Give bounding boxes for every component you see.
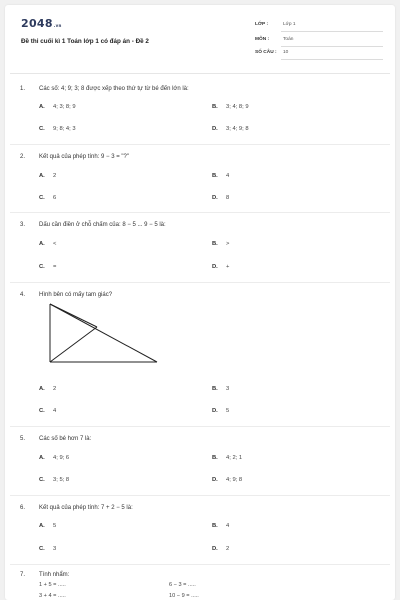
option-c[interactable] xyxy=(39,195,189,204)
option-text: 9; 8; 4; 3 xyxy=(53,126,76,132)
option-text: 8 xyxy=(226,195,230,201)
question-number: 5. xyxy=(20,436,26,442)
option-text: 3; 4; 9; 8 xyxy=(226,126,249,132)
question-divider xyxy=(10,282,390,283)
option-d[interactable] xyxy=(212,546,362,555)
option-letter: D. xyxy=(212,408,218,414)
question-text: Các số bé hơn 7 là: xyxy=(39,436,92,442)
option-letter: C. xyxy=(39,264,45,270)
option-a[interactable] xyxy=(39,241,189,250)
option-text: > xyxy=(226,241,230,247)
option-text: 6 xyxy=(53,195,57,201)
option-text: + xyxy=(226,264,230,270)
option-text: 2 xyxy=(53,173,57,179)
meta-count-label: SỐ CÂU : xyxy=(255,50,277,55)
question-text: Hình bên có mấy tam giác? xyxy=(39,292,113,298)
option-letter: A. xyxy=(39,241,45,247)
option-text: 4; 9; 6 xyxy=(53,455,70,461)
meta-subject-label: MÔN : xyxy=(255,37,270,42)
option-text: 3 xyxy=(226,386,230,392)
option-letter: A. xyxy=(39,386,45,392)
option-text: 4; 3; 8; 9 xyxy=(53,104,76,110)
meta-divider xyxy=(281,31,383,32)
option-c[interactable] xyxy=(39,264,189,273)
option-c[interactable] xyxy=(39,546,189,555)
calc-item: 10 − 9 = ..... xyxy=(169,593,199,599)
option-letter: A. xyxy=(39,104,45,110)
header-divider xyxy=(10,73,390,74)
question-number: 7. xyxy=(20,572,26,578)
option-letter: A. xyxy=(39,455,45,461)
option-letter: B. xyxy=(212,455,218,461)
question-number: 3. xyxy=(20,222,26,228)
question-text: Kết quả của phép tính: 7 + 2 − 5 là: xyxy=(39,505,133,511)
exam-page xyxy=(5,5,395,600)
option-letter: C. xyxy=(39,408,45,414)
meta-divider xyxy=(281,59,383,60)
figure-line xyxy=(50,327,97,362)
option-a[interactable] xyxy=(39,104,189,113)
option-letter: D. xyxy=(212,477,218,483)
meta-count xyxy=(255,49,383,61)
option-letter: C. xyxy=(39,546,45,552)
option-letter: B. xyxy=(212,523,218,529)
option-text: 3; 4; 8; 9 xyxy=(226,104,249,110)
question-text: Dấu cần điền ở chỗ chấm của: 8 − 5 ... 9 − 5 là: xyxy=(39,222,166,228)
meta-subject-value: Toán xyxy=(283,37,294,42)
option-text: 3 xyxy=(53,546,57,552)
option-text: 3; 5; 8 xyxy=(53,477,70,483)
question-number: 1. xyxy=(20,86,26,92)
meta-subject xyxy=(255,36,383,48)
option-text: < xyxy=(53,241,57,247)
option-letter: C. xyxy=(39,195,45,201)
question-divider xyxy=(10,495,390,496)
question-number: 6. xyxy=(20,505,26,511)
option-letter: A. xyxy=(39,523,45,529)
option-c[interactable] xyxy=(39,477,189,486)
option-a[interactable] xyxy=(39,455,189,464)
option-text: 4 xyxy=(226,523,230,529)
calc-item: 6 − 3 = ..... xyxy=(169,582,196,588)
option-c[interactable] xyxy=(39,408,189,417)
option-c[interactable] xyxy=(39,126,189,135)
meta-count-value: 10 xyxy=(283,50,289,55)
option-letter: A. xyxy=(39,173,45,179)
option-letter: D. xyxy=(212,546,218,552)
question-number: 2. xyxy=(20,154,26,160)
page-title: Đề thi cuối kì 1 Toán lớp 1 có đáp án - Đề 2 xyxy=(21,38,149,45)
option-b[interactable] xyxy=(212,104,362,113)
option-text: 4; 9; 8 xyxy=(226,477,243,483)
option-letter: C. xyxy=(39,477,45,483)
question-number: 4. xyxy=(20,292,26,298)
calc-item: 1 + 5 = ..... xyxy=(39,582,66,588)
option-d[interactable] xyxy=(212,195,362,204)
option-letter: B. xyxy=(212,104,218,110)
option-text: 4 xyxy=(226,173,230,179)
option-text: 2 xyxy=(53,386,57,392)
option-a[interactable] xyxy=(39,173,189,182)
option-a[interactable] xyxy=(39,523,189,532)
option-d[interactable] xyxy=(212,264,362,273)
meta-divider xyxy=(281,46,383,47)
question-text: Kết quả của phép tính: 9 − 3 = "?" xyxy=(39,154,129,160)
option-letter: D. xyxy=(212,264,218,270)
option-b[interactable] xyxy=(212,241,362,250)
meta-class-value: Lớp 1 xyxy=(283,22,296,27)
option-b[interactable] xyxy=(212,455,362,464)
figure-line xyxy=(50,304,157,362)
option-text: 4; 2; 1 xyxy=(226,455,243,461)
question-text: Tính nhẩm: xyxy=(39,572,70,578)
option-text: 5 xyxy=(226,408,230,414)
question-divider xyxy=(10,564,390,565)
option-letter: B. xyxy=(212,173,218,179)
option-d[interactable] xyxy=(212,408,362,417)
option-letter: B. xyxy=(212,386,218,392)
site-logo[interactable]: 2048.vn xyxy=(21,17,62,30)
option-d[interactable] xyxy=(212,126,362,135)
question-divider xyxy=(10,212,390,213)
figure-line xyxy=(50,304,97,327)
option-b[interactable] xyxy=(212,523,362,532)
option-b[interactable] xyxy=(212,386,362,395)
question-divider xyxy=(10,426,390,427)
option-letter: B. xyxy=(212,241,218,247)
option-b[interactable] xyxy=(212,173,362,182)
option-text: 2 xyxy=(226,546,230,552)
meta-class xyxy=(255,21,383,33)
option-text: 5 xyxy=(53,523,57,529)
triangle-figure xyxy=(49,303,161,365)
question-divider xyxy=(10,144,390,145)
calc-item: 3 + 4 = ..... xyxy=(39,593,66,599)
option-letter: D. xyxy=(212,195,218,201)
option-a[interactable] xyxy=(39,386,189,395)
question-text: Các số: 4; 9; 3; 8 được xếp theo thứ tự từ bé đến lớn là: xyxy=(39,86,189,92)
meta-class-label: LỚP : xyxy=(255,22,269,27)
option-d[interactable] xyxy=(212,477,362,486)
option-text: = xyxy=(53,264,57,270)
header xyxy=(5,5,395,69)
option-text: 4 xyxy=(53,408,57,414)
option-letter: C. xyxy=(39,126,45,132)
option-letter: D. xyxy=(212,126,218,132)
